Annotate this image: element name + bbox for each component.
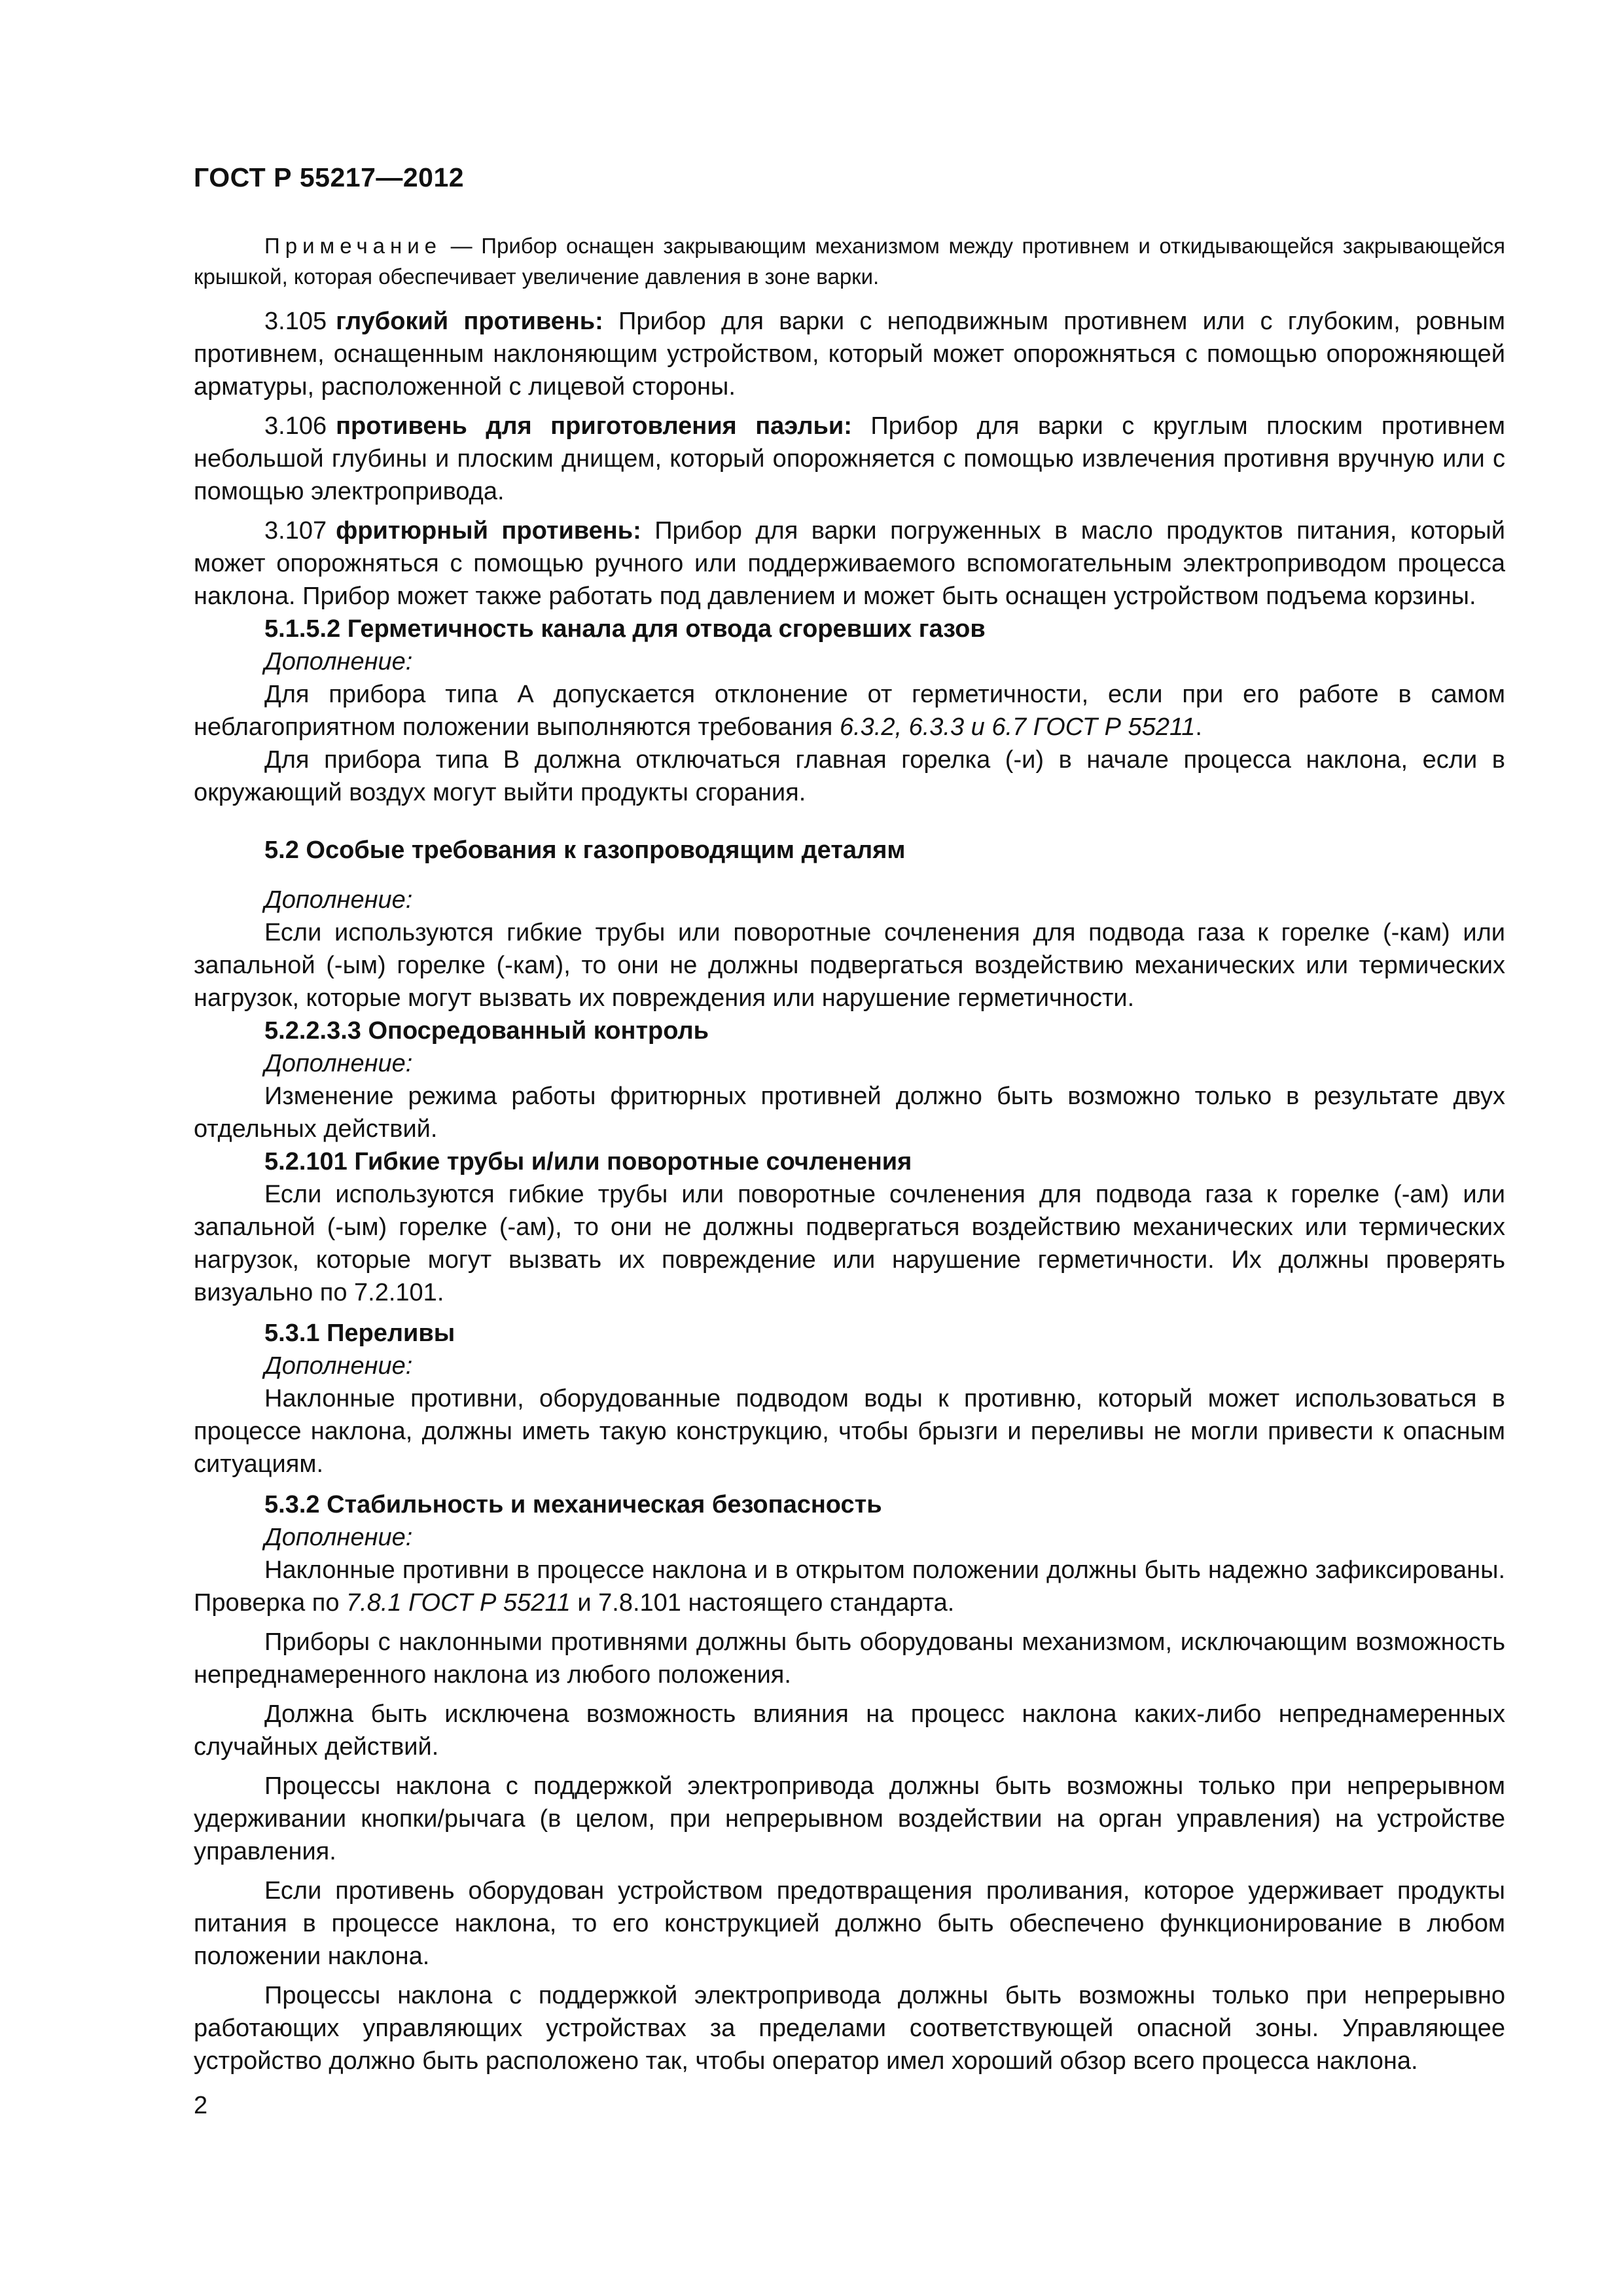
- note-label: Примечание: [264, 234, 442, 258]
- definition-text: Прибор для варки погруженных в масло продуктов питания, который может опорожняться с помощью ручного или поддерживаемого вспомогательным электроприводом процесса наклона. Прибор может также работать под давлением и может быть оснащен устройством подъема корзины.: [194, 517, 1506, 610]
- definition-text: Прибор для варки с неподвижным противнем или с глубоким, ровным противнем, оснащенным наклоняющим устройством, который может опорожняться с помощью опорожняющей арматуры, расположенной с лицевой стороны.: [194, 308, 1505, 401]
- note-text: — Прибор оснащен закрывающим механизмом между противнем и откидывающейся закрывающейся крышкой, которая обеспечивает увеличение давления в зоне варки.: [194, 234, 1506, 289]
- definition-text: Прибор для варки с круглым плоским противнем небольшой глубины и плоским днищем, который опорожняется с помощью извлечения противня вручную или с помощью электропривода.: [194, 412, 1505, 505]
- body-paragraph: Если используются гибкие трубы или поворотные сочленения для подвода газа к горелке (-ам) или запальной (-ым) горелке (-ам), то они не должны подвергаться воздействию механических или термических нагрузок, которые могут вызвать их повреждение или нарушение герметичности. Их должны проверять визуально по 7.2.101.: [194, 1181, 1505, 1306]
- body-paragraph: Для прибора типа В должна отключаться главная горелка (-и) в начале процесса наклона, если в окружающий воздух могут выйти продукты сгорания.: [194, 746, 1505, 806]
- definition-number: 3.105: [264, 308, 327, 335]
- supplement-label: Дополнение:: [264, 1050, 413, 1077]
- supplement-label: Дополнение:: [264, 1524, 413, 1551]
- definition-3-107: [194, 514, 1505, 613]
- paragraph-text: .: [1195, 713, 1202, 741]
- section-heading-5-2-101: 5.2.101 Гибкие трубы и/или поворотные сочленения: [264, 1148, 912, 1175]
- definition-term: фритюрный противень:: [336, 517, 641, 545]
- definition-3-105: [194, 305, 1505, 403]
- definition-term: противень для приготовления паэльи:: [336, 412, 852, 440]
- standard-reference: 6.3.2, 6.3.3 и 6.7 ГОСТ Р 55211: [839, 713, 1196, 741]
- paragraph-text: и 7.8.101 настоящего стандарта.: [570, 1589, 955, 1617]
- section-heading-5-3-1: 5.3.1 Переливы: [264, 1319, 455, 1347]
- definition-3-106: [194, 410, 1505, 508]
- definition-term: глубокий противень:: [336, 308, 603, 335]
- body-paragraph: Наклонные противни, оборудованные подводом воды к противню, который может использоваться в процессе наклона, должны иметь такую конструкцию, чтобы брызги и переливы не могли привести к опасным ситуациям.: [194, 1385, 1505, 1478]
- section-heading-5-1-5-2: 5.1.5.2 Герметичность канала для отвода сгоревших газов: [264, 615, 986, 643]
- note-paragraph: [194, 230, 1505, 292]
- body-paragraph: Процессы наклона с поддержкой электропривода должны быть возможны только при непрерывном удерживании кнопки/рычага (в целом, при непрерывном воздействии на орган управления) на устройстве управления.: [194, 1772, 1505, 1865]
- definition-number: 3.107: [264, 517, 327, 545]
- standard-reference: 7.8.1 ГОСТ Р 55211: [346, 1589, 571, 1617]
- definition-number: 3.106: [264, 412, 327, 440]
- body-paragraph: Процессы наклона с поддержкой электропривода должны быть возможны только при непрерывно работающих управляющих устройствах за пределами соответствующей опасной зоны. Управляющее устройство должно быть расположено так, чтобы оператор имел хороший обзор всего процесса наклона.: [194, 1982, 1505, 2075]
- paragraph-text: Для прибора типа А допускается отклонение от герметичности, если при его работе в самом неблагоприятном положении выполняются требования: [194, 681, 1505, 741]
- body-paragraph: [194, 678, 1505, 744]
- body-paragraph: Изменение режима работы фритюрных противней должно быть возможно только в результате двух отдельных действий.: [194, 1083, 1505, 1143]
- body-paragraph: Должна быть исключена возможность влияния на процесс наклона каких-либо непреднамеренных случайных действий.: [194, 1700, 1505, 1761]
- supplement-label: Дополнение:: [264, 1352, 413, 1380]
- body-paragraph: Если используются гибкие трубы или поворотные сочленения для подвода газа к горелке (-кам) или запальной (-ым) горелке (-кам), то они не должны подвергаться воздействию механических или термических нагрузок, которые могут вызвать их повреждения или нарушение герметичности.: [194, 919, 1505, 1012]
- section-heading-5-3-2: 5.3.2 Стабильность и механическая безопасность: [264, 1491, 882, 1518]
- document-header: ГОСТ Р 55217—2012: [194, 162, 465, 192]
- section-heading-5-2-2-3-3: 5.2.2.3.3 Опосредованный контроль: [264, 1017, 709, 1045]
- body-paragraph: Если противень оборудован устройством предотвращения проливания, которое удерживает продукты питания в процессе наклона, то его конструкцией должно быть обеспечено функционирование в любом положении наклона.: [194, 1877, 1505, 1970]
- body-paragraph: [194, 1554, 1505, 1619]
- body-paragraph: Приборы с наклонными противнями должны быть оборудованы механизмом, исключающим возможность непреднамеренного наклона из любого положения.: [194, 1628, 1505, 1689]
- page-number: 2: [194, 2092, 208, 2119]
- supplement-label: Дополнение:: [264, 648, 413, 675]
- section-heading-5-2: 5.2 Особые требования к газопроводящим деталям: [264, 836, 906, 864]
- supplement-label: Дополнение:: [264, 886, 413, 914]
- paragraph-text: Наклонные противни в процессе наклона и в открытом положении должны быть надежно зафиксированы. Проверка по: [194, 1556, 1505, 1617]
- document-body: [194, 230, 1505, 2077]
